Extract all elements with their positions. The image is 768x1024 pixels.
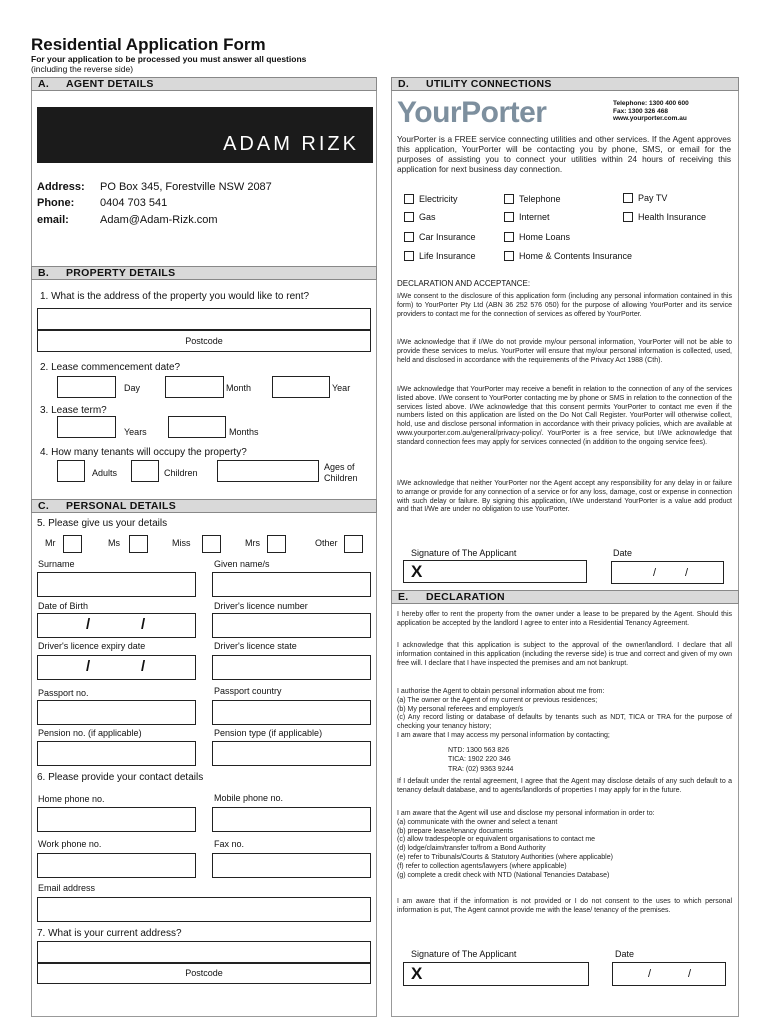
yp-signature-field[interactable] <box>403 560 587 583</box>
property-address-input[interactable] <box>37 308 371 330</box>
option-health-insurance: Health Insurance <box>638 212 707 222</box>
expiry-slash-2: / <box>141 658 146 675</box>
checkbox-electricity[interactable] <box>404 194 414 204</box>
section-a-letter: A. <box>38 78 50 90</box>
checkbox-car-insurance[interactable] <box>404 232 414 242</box>
section-b-header <box>31 266 377 280</box>
q1-label: 1. What is the address of the property you would like to rent? <box>40 291 310 302</box>
q4-label: 4. How many tenants will occupy the property? <box>40 447 247 458</box>
yp-signature-x: X <box>411 562 423 581</box>
lease-months-input[interactable] <box>168 416 226 438</box>
lease-month-input[interactable] <box>165 376 224 398</box>
current-address-input[interactable] <box>37 941 371 963</box>
agent-address: PO Box 345, Forestville NSW 2087 <box>100 181 272 193</box>
passport-no-input[interactable] <box>37 700 196 725</box>
yp-signature-label: Signature of The Applicant <box>411 548 517 558</box>
yourporter-logo <box>397 96 546 130</box>
year-label: Year <box>332 383 351 393</box>
dob-slash-2: / <box>141 616 146 633</box>
q7-label: 7. What is your current address? <box>37 928 182 939</box>
years-label: Years <box>124 427 147 437</box>
declaration-para-1: I hereby offer to rent the property from the owner under a lease to be prepared by the Agent. Should this application be accepted by the landlord I agree to enter into a Residential Tenancy Agreement. <box>397 611 732 627</box>
yourporter-contact <box>613 100 689 123</box>
title-mrs-box[interactable] <box>267 535 286 553</box>
title-mr-label: Mr <box>45 538 56 548</box>
pension-type-input[interactable] <box>212 741 371 766</box>
decl-date-slash-2: / <box>688 968 692 980</box>
month-label: Month <box>226 383 252 393</box>
ages-label-2: Children <box>324 473 358 483</box>
current-postcode-label: Postcode <box>185 968 223 978</box>
adults-label: Adults <box>92 468 118 478</box>
licence-state-input[interactable] <box>212 655 371 680</box>
tica-contact: TICA: 1902 220 346 <box>448 756 511 763</box>
mobile-phone-label: Mobile phone no. <box>214 793 284 803</box>
checkbox-life-insurance[interactable] <box>404 251 414 261</box>
declaration-para-5: I am aware that the Agent will use and disclose my personal information in order to: (a) communicate with the owner and select a tenant (b) prepare lease/tenancy documents (c) allow tradespeople or equivalent organisations to contact me (d) lodge/claim/transfer to/from a Bond Authority (e) refer to Tribunals/Courts & Statutory Authorities (where applicable) (f) refer to collection agents/lawyers (where applicable) (g) complete a credit check with NTD (National Tenancies Database) <box>397 810 655 879</box>
adults-input[interactable] <box>57 460 85 482</box>
passport-country-input[interactable] <box>212 700 371 725</box>
current-postcode-input[interactable] <box>37 963 371 984</box>
lease-year-input[interactable] <box>272 376 330 398</box>
licence-number-label: Driver's licence number <box>214 601 308 611</box>
option-home-loans: Home Loans <box>519 232 571 242</box>
yp-telephone: Telephone: 1300 400 600 <box>613 100 689 107</box>
licence-expiry-label: Driver's licence expiry date <box>38 641 146 651</box>
mobile-phone-input[interactable] <box>212 807 371 832</box>
work-phone-input[interactable] <box>37 853 196 878</box>
address-label: Address: <box>37 181 85 193</box>
checkbox-pay-tv[interactable] <box>623 193 633 203</box>
checkbox-home-loans[interactable] <box>504 232 514 242</box>
decl-para-1: I/We consent to the disclosure of this application form (including any personal information contained in this form) to YourPorter Pty Ltd (ABN 36 252 576 050) for the purpose of allowing YourPorter and its service providers to contact me for the connection of services as offered by YourPorter. <box>397 293 732 318</box>
checkbox-health-insurance[interactable] <box>623 212 633 222</box>
email-address-input[interactable] <box>37 897 371 922</box>
decl-signature-field[interactable] <box>403 962 589 986</box>
dob-slash-1: / <box>86 616 91 633</box>
title-other-label: Other <box>315 538 338 548</box>
declaration-para-2: I acknowledge that this application is subject to the approval of the owner/landlord. I declare that all information contained in this application (including the reverse side) is true and correct and given of my own free will. I declare that I have inspected the premises and am not bankrupt. <box>397 642 732 667</box>
home-phone-label: Home phone no. <box>38 794 105 804</box>
pension-no-input[interactable] <box>37 741 196 766</box>
decl-para-4: I/We acknowledge that neither YourPorter nor the Agent accept any responsibility for any delay in or failure to arrange or provide for any connection of a service or for any loss, damage, cost or expense in connection with such delay or failure. By signing this application, I/We understand YourPorter is a value add product and that I/We are under no obligation to use YourPorter. <box>397 480 732 514</box>
licence-number-input[interactable] <box>212 613 371 638</box>
decl-acceptance-title: DECLARATION AND ACCEPTANCE: <box>397 279 531 288</box>
yp-date-label: Date <box>613 548 633 558</box>
option-electricity: Electricity <box>419 194 458 204</box>
decl-para-2: I/We acknowledge that if I/We do not provide my/our personal information, YourPorter will not be able to provide these services to me/us. YourPorter will ensure that my/our personal information is collected, used, held and disclosed in accordance with the requirements of the Privacy Act 1988 (Cth). <box>397 339 732 364</box>
title-miss-box[interactable] <box>202 535 221 553</box>
form-subtitle-2: (including the reverse side) <box>31 64 134 74</box>
licence-expiry-input[interactable] <box>37 655 196 680</box>
surname-input[interactable] <box>37 572 196 597</box>
option-pay-tv: Pay TV <box>638 193 668 203</box>
decl-date-field[interactable] <box>612 962 726 986</box>
passport-country-label: Passport country <box>214 686 282 696</box>
option-home-contents: Home & Contents Insurance <box>519 251 633 261</box>
dob-label: Date of Birth <box>38 601 89 611</box>
decl-signature-label: Signature of The Applicant <box>411 949 517 959</box>
section-a-header <box>31 77 377 91</box>
surname-label: Surname <box>38 559 75 569</box>
agent-email: Adam@Adam-Rizk.com <box>100 214 218 226</box>
postcode-label: Postcode <box>185 336 223 346</box>
email-label: email: <box>37 214 69 226</box>
fax-input[interactable] <box>212 853 371 878</box>
checkbox-internet[interactable] <box>504 212 514 222</box>
option-life-insurance: Life Insurance <box>419 251 476 261</box>
children-input[interactable] <box>131 460 159 482</box>
declaration-para-4: If I default under the rental agreement, I agree that the Agent may disclose details of any such default to a tenancy default database, and to agents/landlords of properties I may apply for in the future. <box>397 778 732 794</box>
given-names-label: Given name/s <box>214 559 270 569</box>
section-e-letter: E. <box>398 591 409 603</box>
q6-label: 6. Please provide your contact details <box>37 772 204 783</box>
yp-date-field[interactable] <box>611 561 724 584</box>
option-internet: Internet <box>519 212 550 222</box>
option-telephone: Telephone <box>519 194 561 204</box>
yp-intro: YourPorter is a FREE service connecting utilities and other services. If the Agent approves this application, YourPorter will be contacting you by phone, SMS, or email for the purposes of assisting you to connect your utilities within 24 hours of receiving this application for next business day connection. <box>397 134 731 174</box>
ntd-contact: NTD: 1300 563 826 <box>448 747 510 754</box>
email-address-label: Email address <box>38 883 96 893</box>
section-b-letter: B. <box>38 267 50 279</box>
section-d-letter: D. <box>398 78 410 90</box>
expiry-slash-1: / <box>86 658 91 675</box>
decl-date-slash-1: / <box>648 968 652 980</box>
months-label: Months <box>229 427 259 437</box>
property-postcode-input[interactable] <box>37 330 371 352</box>
q3-label: 3. Lease term? <box>40 405 107 416</box>
decl-date-label: Date <box>615 949 635 959</box>
option-car-insurance: Car Insurance <box>419 232 476 242</box>
agent-name: ADAM RIZK <box>223 133 359 155</box>
declaration-para-6: I am aware that if the information is not provided or I do not consent to the uses to which personal information is put, The Agent cannot provide me with the lease/ tenancy of the premises. <box>397 898 732 914</box>
passport-no-label: Passport no. <box>38 688 89 698</box>
declaration-para-3: I authorise the Agent to obtain personal information about me from: (a) The owner or the Agent of my current or previous residences; (b) My personal referees and employer/s (c) Any record listing or database of defaults by tenants such as NDT, TICA or TRA for the purpose of checking your tenancy history; I am aware that I may access my personal information by contacting; <box>397 688 732 739</box>
title-miss-label: Miss <box>172 538 191 548</box>
fax-label: Fax no. <box>214 839 245 849</box>
section-d-title: UTILITY CONNECTIONS <box>426 78 552 90</box>
title-mr-box[interactable] <box>63 535 82 553</box>
lease-years-input[interactable] <box>57 416 116 438</box>
title-mrs-label: Mrs <box>245 538 260 548</box>
checkbox-home-contents[interactable] <box>504 251 514 261</box>
logo-part-1: Your <box>397 96 462 129</box>
section-a-title: AGENT DETAILS <box>66 78 154 90</box>
dob-input[interactable] <box>37 613 196 638</box>
work-phone-label: Work phone no. <box>38 839 102 849</box>
title-ms-box[interactable] <box>129 535 148 553</box>
phone-label: Phone: <box>37 197 75 209</box>
option-gas: Gas <box>419 212 436 222</box>
pension-no-label: Pension no. (if applicable) <box>38 728 142 738</box>
pension-type-label: Pension type (if applicable) <box>214 728 323 738</box>
ages-label-1: Ages of <box>324 462 355 472</box>
yp-date-slash-2: / <box>685 567 689 579</box>
form-title: Residential Application Form <box>31 35 266 54</box>
checkbox-telephone[interactable] <box>504 194 514 204</box>
section-c-header <box>31 499 377 513</box>
q2-label: 2. Lease commencement date? <box>40 362 181 373</box>
decl-signature-x: X <box>411 964 423 983</box>
logo-part-2: Porter <box>461 96 547 129</box>
section-c-title: PERSONAL DETAILS <box>66 500 177 512</box>
home-phone-input[interactable] <box>37 807 196 832</box>
agent-banner <box>37 107 373 163</box>
section-e-title: DECLARATION <box>426 591 505 603</box>
yp-website: www.yourporter.com.au <box>613 115 687 123</box>
decl-para-3: I/We acknowledge that YourPorter may receive a benefit in relation to the connection of any of the services listed above. I/We consent to YourPorter contacting me by phone or SMS in relation to the connection of the services listed above. I/We acknowledge that this consent permits YourPorter to contact me even if the numbers listed on this application are listed on the Do Not Call Register. YourPorter will otherwise collect, hold, use and disclose personal information in accordance with their privacy policies, which are available at www.yourporter.com.au/general/privacy-policy/. YourPorter is a free service, but I/We acknowledge that standard connection fees may apply for services connected (in addition to the ongoing service fees). <box>397 386 732 446</box>
section-c-letter: C. <box>38 500 50 512</box>
section-b-title: PROPERTY DETAILS <box>66 267 176 279</box>
title-ms-label: Ms <box>108 538 120 548</box>
agent-phone: 0404 703 541 <box>100 197 168 209</box>
checkbox-gas[interactable] <box>404 212 414 222</box>
q5-label: 5. Please give us your details <box>37 518 168 529</box>
lease-day-input[interactable] <box>57 376 116 398</box>
children-label: Children <box>164 468 198 478</box>
section-e-header <box>391 590 739 604</box>
given-names-input[interactable] <box>212 572 371 597</box>
title-other-box[interactable] <box>344 535 363 553</box>
yp-fax: Fax: 1300 326 468 <box>613 107 668 115</box>
licence-state-label: Driver's licence state <box>214 641 297 651</box>
form-subtitle: For your application to be processed you must answer all questions <box>31 54 307 64</box>
section-d-header <box>391 77 739 91</box>
day-label: Day <box>124 383 141 393</box>
ages-input[interactable] <box>217 460 319 482</box>
tra-contact: TRA: (02) 9363 9244 <box>448 766 514 773</box>
yp-date-slash-1: / <box>653 567 657 579</box>
